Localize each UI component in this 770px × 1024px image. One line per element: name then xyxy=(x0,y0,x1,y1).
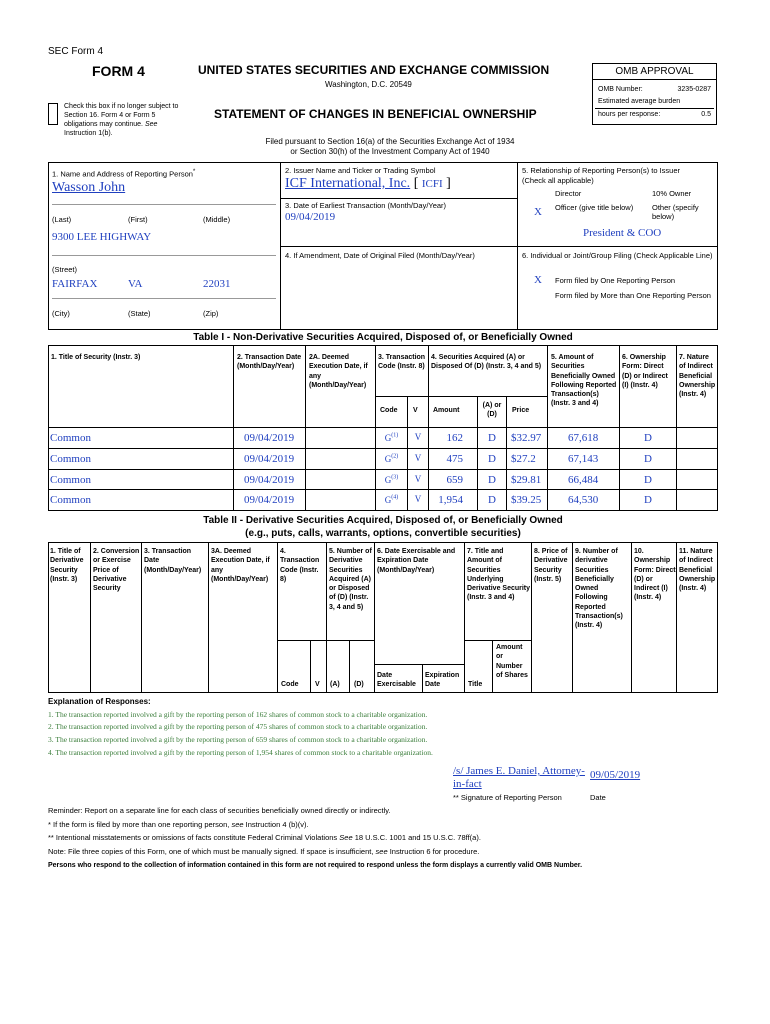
t1-sub-ad: (A) or (D) xyxy=(482,402,502,419)
cell-date: 09/04/2019 xyxy=(244,432,295,444)
t1-sub-code: Code xyxy=(380,407,398,414)
amendment-label: 4. If Amendment, Date of Original Filed (Month/Day/Year) xyxy=(285,251,475,260)
t2-sub-date-exercisable: Date Exercisable xyxy=(377,672,416,689)
t1-h-acquired: 4. Securities Acquired (A) or Disposed Of (D) (Instr. 3, 4 and 5) xyxy=(431,354,542,371)
officer-check-mark[interactable]: X xyxy=(534,206,542,218)
footnote-4: 4. The transaction reported involved a gift by the reporting person of 1,954 shares of common stock to a charitable organization. xyxy=(48,748,433,757)
t2-h-underlying: 7. Title and Amount of Securities Underlying Derivative Security (Instr. 3 and 4) xyxy=(467,548,531,602)
cell-form: D xyxy=(644,453,652,465)
omb-hours-value: 0.5 xyxy=(701,111,711,118)
t2-h-owned: 9. Number of derivative Securities Beneficially Owned Following Reported Transaction(s) (Instr. 4) xyxy=(575,548,623,630)
cell-price: $32.97 xyxy=(511,432,542,444)
omb-number-label: OMB Number: xyxy=(598,86,643,93)
cell-ad: D xyxy=(488,494,496,506)
cell-amount: 475 xyxy=(446,453,463,465)
officer-title: President & COO xyxy=(583,227,662,239)
omb-notice: Persons who respond to the collection of information contained in this form are not required to respond unless the form displays a currently valid OMB Number. xyxy=(48,862,583,869)
t2-sub-expiration: Expiration Date xyxy=(425,672,460,689)
zip-value: 22031 xyxy=(203,278,231,290)
footnote-1: 1. The transaction reported involved a gift by the reporting person of 162 shares of common stock to a charitable organization. xyxy=(48,710,428,719)
signature-name: /s/ James E. Daniel, Attorney-in-fact xyxy=(453,765,585,790)
city-label: (City) xyxy=(52,309,70,318)
t2-h-code: 4. Transaction Code (Instr. 8) xyxy=(280,548,320,583)
cell-form: D xyxy=(644,474,652,486)
footer-note-1: * If the form is filed by more than one reporting person, see Instruction 4 (b)(v). xyxy=(48,820,309,829)
date-label: Date xyxy=(590,793,606,802)
cell-price: $27.2 xyxy=(511,453,536,465)
cell-v: V xyxy=(414,432,422,442)
cell-ad: D xyxy=(488,432,496,444)
omb-burden-label: Estimated average burden xyxy=(598,98,681,105)
t2-h-number: 5. Number of Derivative Securities Acquired (A) or Disposed of (D) (Instr. 3, 4 and 5) xyxy=(329,548,372,611)
cell-owned: 67,618 xyxy=(568,432,599,444)
cell-owned: 64,530 xyxy=(568,494,599,506)
t2-h-conversion: 2. Conversion or Exercise Price of Derivative Security xyxy=(93,548,140,593)
t2-sub-code: Code xyxy=(281,681,299,688)
issuer-name-line: ICF International, Inc. [ ICFI ] xyxy=(285,176,451,191)
t1-h-code: 3. Transaction Code (Instr. 8) xyxy=(378,354,426,371)
t1-h-deemed: 2A. Deemed Execution Date, if any (Month/Day/Year) xyxy=(309,354,368,389)
director-option[interactable]: Director xyxy=(555,189,582,198)
table2-subtitle: (e.g., puts, calls, warrants, options, convertible securities) xyxy=(245,528,521,539)
checkbox-instructions: Check this box if no longer subject to Section 16. Form 4 or Form 5 obligations may continue. See Instruction 1(b). xyxy=(64,103,179,137)
t1-h-owned: 5. Amount of Securities Beneficially Owned Following Reported Transaction(s) (Instr. 3 and 4) xyxy=(551,354,617,408)
cell-title: Common xyxy=(50,453,91,465)
omb-title: OMB APPROVAL xyxy=(593,64,716,80)
footnote-3: 3. The transaction reported involved a gift by the reporting person of 659 shares of common stock to a charitable organization. xyxy=(48,735,428,744)
cell-date: 09/04/2019 xyxy=(244,474,295,486)
filed-pursuant-2: or Section 30(h) of the Investment Company Act of 1940 xyxy=(290,147,490,156)
cell-v: V xyxy=(414,474,422,484)
cell-form: D xyxy=(644,432,652,444)
reminder-text: Reminder: Report on a separate line for each class of securities beneficially owned directly or indirectly. xyxy=(48,806,391,815)
omb-hours-label: hours per response: xyxy=(598,111,661,118)
table2-title: Table II - Derivative Securities Acquired, Disposed of, or Beneficially Owned xyxy=(203,515,563,526)
cell-amount: 659 xyxy=(446,474,463,486)
cell-form: D xyxy=(644,494,652,506)
cell-code: $G^{(1)}$ xyxy=(384,432,399,443)
reporting-person-label: 1. Name and Address of Reporting Person* xyxy=(52,168,196,179)
state-label: (State) xyxy=(128,309,151,318)
issuer-ticker: ICFI xyxy=(421,178,443,190)
agency-city: Washington, D.C. 20549 xyxy=(325,80,412,89)
cell-price: $39.25 xyxy=(511,494,542,506)
officer-option[interactable]: Officer (give title below) xyxy=(555,203,634,212)
t1-h-nature: 7. Nature of Indirect Beneficial Ownership (Instr. 4) xyxy=(679,354,716,399)
no-longer-subject-checkbox[interactable] xyxy=(48,103,58,125)
t2-sub-title: Title xyxy=(468,681,483,688)
cell-amount: 1,954 xyxy=(438,494,463,506)
t1-sub-v: V xyxy=(413,407,418,414)
t2-h-date: 3. Transaction Date (Month/Day/Year) xyxy=(144,548,202,574)
t2-h-price: 8. Price of Derivative Security (Instr. 5) xyxy=(534,548,568,583)
agency-title: UNITED STATES SECURITIES AND EXCHANGE COMMISSION xyxy=(198,63,550,77)
sec-form-label: SEC Form 4 xyxy=(48,46,104,57)
t2-h-title: 1. Title of Derivative Security (Instr. 3) xyxy=(50,548,84,583)
cell-amount: 162 xyxy=(446,432,463,444)
footer-note-3: Note: File three copies of this Form, one of which must be manually signed. If space is insufficient, see Instruction 6 for procedure. xyxy=(48,847,480,856)
cell-title: Common xyxy=(50,494,91,506)
cell-ad: D xyxy=(488,453,496,465)
ten-percent-owner-option[interactable]: 10% Owner xyxy=(652,189,692,198)
cell-ad: D xyxy=(488,474,496,486)
cell-title: Common xyxy=(50,432,91,444)
zip-label: (Zip) xyxy=(203,309,219,318)
t2-sub-a: (A) xyxy=(330,681,340,688)
more-persons-option[interactable]: Form filed by More than One Reporting Person xyxy=(555,291,711,300)
filing-type-label: 6. Individual or Joint/Group Filing (Check Applicable Line) xyxy=(522,251,713,260)
middle-label: (Middle) xyxy=(203,215,231,224)
last-label: (Last) xyxy=(52,215,72,224)
one-person-check-mark[interactable]: X xyxy=(534,274,542,286)
filed-pursuant-1: Filed pursuant to Section 16(a) of the Securities Exchange Act of 1934 xyxy=(265,137,515,146)
t1-h-title: 1. Title of Security (Instr. 3) xyxy=(51,354,141,361)
footnote-2: 2. The transaction reported involved a gift by the reporting person of 475 shares of common stock to a charitable organization. xyxy=(48,722,428,731)
reporting-person-name[interactable]: Wasson John xyxy=(52,180,126,195)
city-value: FAIRFAX xyxy=(52,278,98,290)
one-person-option[interactable]: Form filed by One Reporting Person xyxy=(555,276,676,285)
cell-date: 09/04/2019 xyxy=(244,494,295,506)
other-option[interactable]: Other (specify below) xyxy=(652,203,699,222)
statement-title: STATEMENT OF CHANGES IN BENEFICIAL OWNERSHIP xyxy=(214,107,537,121)
signature-date: 09/05/2019 xyxy=(590,769,641,781)
earliest-transaction-date: 09/04/2019 xyxy=(285,211,336,223)
cell-owned: 67,143 xyxy=(568,453,599,465)
t1-sub-price: Price xyxy=(512,407,530,414)
relationship-sublabel: (Check all applicable) xyxy=(522,176,594,185)
issuer-label: 2. Issuer Name and Ticker or Trading Symbol xyxy=(285,166,436,175)
cell-code: $G^{(2)}$ xyxy=(384,453,399,464)
explanation-title: Explanation of Responses: xyxy=(48,697,151,706)
relationship-label: 5. Relationship of Reporting Person(s) to Issuer xyxy=(522,166,680,175)
cell-v: V xyxy=(414,453,422,463)
t1-h-date: 2. Transaction Date (Month/Day/Year) xyxy=(237,354,302,371)
t2-h-ownership-form: 10. Ownership Form: Direct (D) or Indirect (I) (Instr. 4) xyxy=(634,548,676,602)
t2-h-nature: 11. Nature of Indirect Beneficial Ownership (Instr. 4) xyxy=(679,548,716,593)
cell-code: $G^{(4)}$ xyxy=(384,494,399,505)
omb-number-value: 3235-0287 xyxy=(677,86,711,93)
t2-h-deemed: 3A. Deemed Execution Date, if any (Month/Day/Year) xyxy=(211,548,270,583)
signature-label: ** Signature of Reporting Person xyxy=(453,793,562,802)
t2-sub-amount: Amount or Number of Shares xyxy=(496,644,528,679)
footer-note-2: ** Intentional misstatements or omissions of facts constitute Federal Criminal Violations See 18 U.S.C. 1001 and 15 U.S.C. 78ff(a). xyxy=(48,833,481,842)
cell-title: Common xyxy=(50,474,91,486)
cell-v: V xyxy=(414,494,422,504)
t2-sub-v: V xyxy=(315,681,320,688)
t1-h-ownership-form: 6. Ownership Form: Direct (D) or Indirect (I) (Instr. 4) xyxy=(622,354,668,389)
street-value: 9300 LEE HIGHWAY xyxy=(52,231,152,243)
first-label: (First) xyxy=(128,215,148,224)
state-value: VA xyxy=(128,278,143,290)
earliest-transaction-label: 3. Date of Earliest Transaction (Month/Day/Year) xyxy=(285,201,447,210)
form-title: FORM 4 xyxy=(92,63,145,79)
cell-price: $29.81 xyxy=(511,474,542,486)
t2-h-exercisable: 6. Date Exercisable and Expiration Date (Month/Day/Year) xyxy=(377,548,456,574)
cell-date: 09/04/2019 xyxy=(244,453,295,465)
t1-sub-amount: Amount xyxy=(433,407,460,414)
cell-owned: 66,484 xyxy=(568,474,599,486)
cell-code: $G^{(3)}$ xyxy=(384,474,399,485)
table1-title: Table I - Non-Derivative Securities Acquired, Disposed of, or Beneficially Owned xyxy=(193,332,573,343)
t2-sub-d: (D) xyxy=(354,681,364,688)
issuer-name[interactable]: ICF International, Inc. xyxy=(285,176,411,191)
street-label: (Street) xyxy=(52,265,78,274)
omb-approval-box xyxy=(592,63,717,125)
